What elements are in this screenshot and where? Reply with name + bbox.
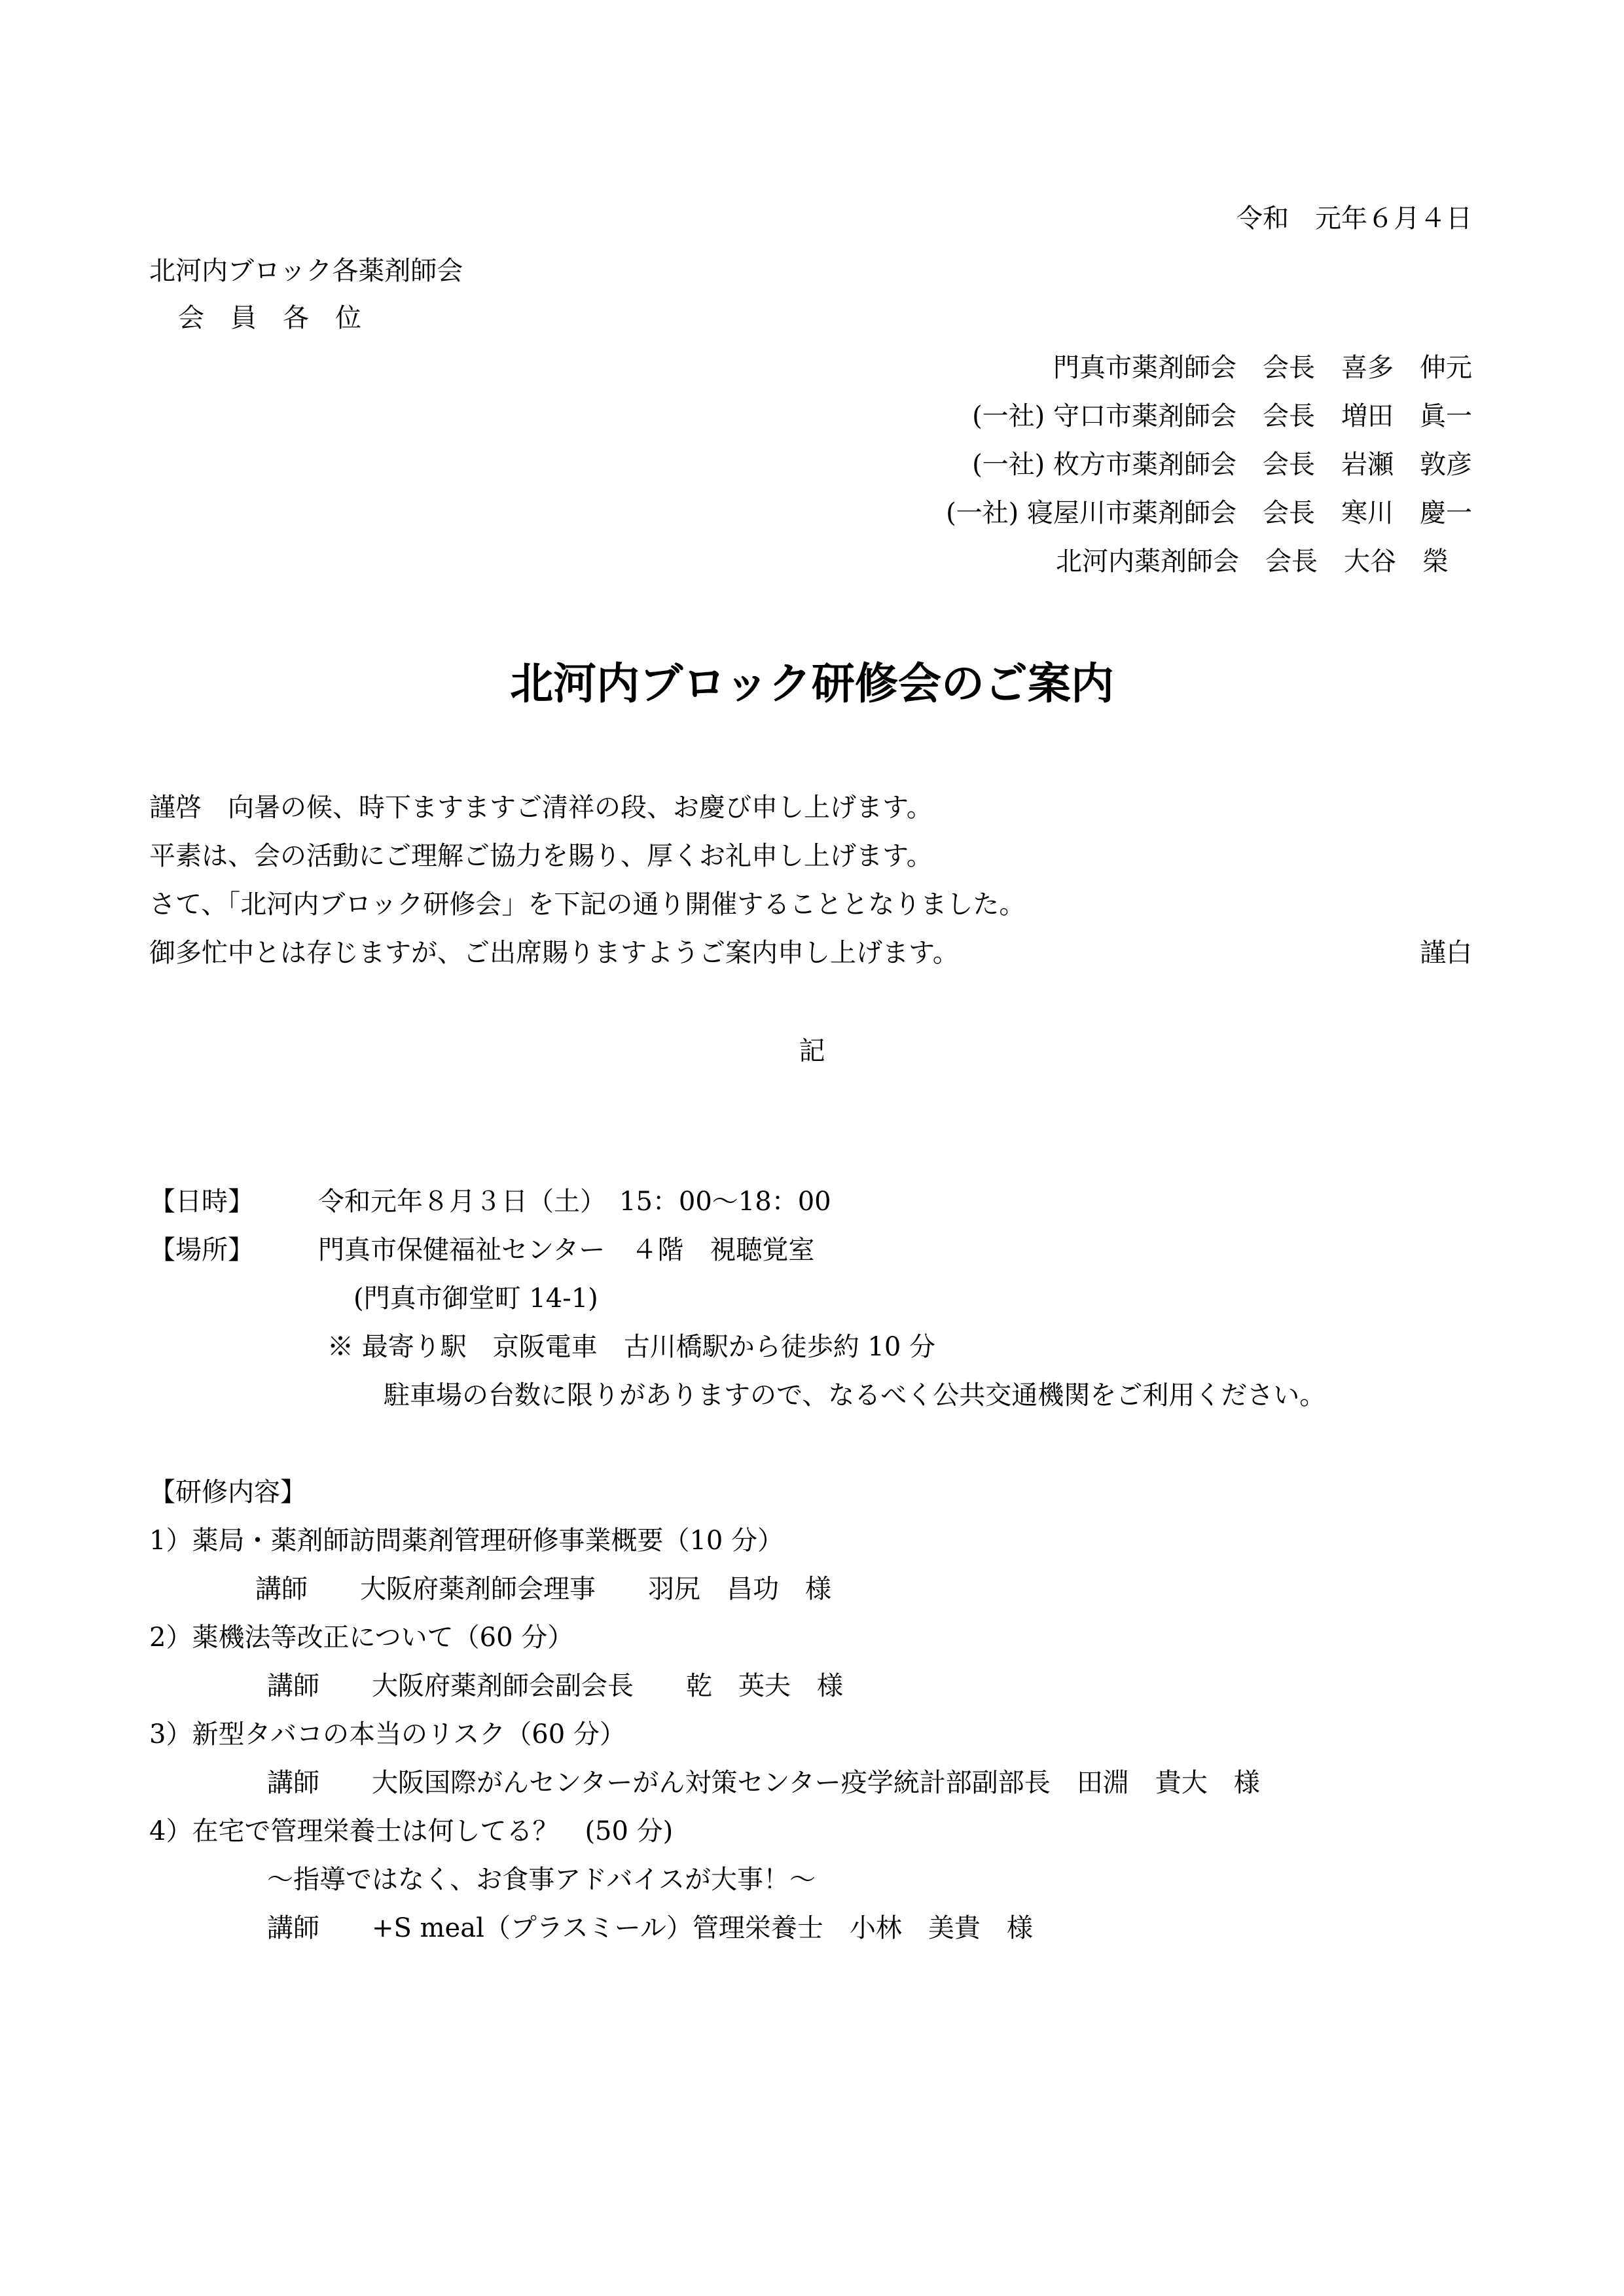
document-date: 令和 元年６月４日 (1236, 204, 1472, 234)
program-heading: 【研修内容】 (149, 1477, 306, 1507)
sender-line: (一社) 守口市薬剤師会 会長 増田 眞一 (972, 401, 1472, 431)
program-item-title: 1）薬局・薬剤師訪問薬剤管理研修事業概要（10 分） (149, 1526, 784, 1556)
program-item-subtitle: ～指導ではなく、お食事アドバイスが大事！～ (267, 1865, 816, 1895)
greeting-closing: 謹白 (1420, 938, 1472, 968)
greeting-line: さて、「北河内ブロック研修会」を下記の通り開催することとなりました。 (149, 889, 1026, 920)
program-item-lecturer: 講師 大阪府薬剤師会副会長 乾 英夫 様 (267, 1671, 843, 1701)
program-item-lecturer: 講師 大阪国際がんセンターがん対策センター疫学統計部副部長 田淵 貴大 様 (267, 1768, 1260, 1798)
place-address: (門真市御堂町 14-1) (353, 1283, 598, 1314)
access-note: ※ 最寄り駅 京阪電車 古川橋駅から徒歩約 10 分 (327, 1332, 936, 1362)
program-item-lecturer: 講師 +S meal（プラスミール）管理栄養士 小林 美貴 様 (267, 1913, 1033, 1943)
greeting-line: 謹啓 向暑の候、時下ますますご清祥の段、お慶び申し上げます。 (149, 793, 933, 823)
sender-line: (一社) 枚方市薬剤師会 会長 岩瀬 敦彦 (972, 450, 1472, 480)
sender-line: (一社) 寝屋川市薬剤師会 会長 寒川 慶一 (946, 498, 1472, 528)
addressee-members: 会 員 各 位 (178, 303, 361, 333)
addressee-organization: 北河内ブロック各薬剤師会 (149, 256, 463, 286)
program-item-title: 4）在宅で管理栄養士は何してる？ (50 分) (149, 1816, 674, 1846)
sender-line: 北河内薬剤師会 会長 大谷 榮 (1056, 547, 1449, 577)
datetime-label: 【日時】 (149, 1187, 254, 1217)
sender-line: 門真市薬剤師会 会長 喜多 伸元 (1053, 353, 1472, 383)
program-item-title: 2）薬機法等改正について（60 分） (149, 1623, 574, 1653)
greeting-line: 平素は、会の活動にご理解ご協力を賜り、厚くお礼申し上げます。 (149, 841, 933, 871)
program-item-title: 3）新型タバコの本当のリスク（60 分） (149, 1719, 626, 1749)
place-value: 門真市保健福祉センター ４階 視聴覚室 (318, 1235, 815, 1265)
program-item-lecturer: 講師 大阪府薬剤師会理事 羽尻 昌功 様 (255, 1574, 831, 1604)
greeting-line: 御多忙中とは存じますが、ご出席賜りますようご案内申し上げます。 (149, 938, 959, 968)
document-title: 北河内ブロック研修会のご案内 (510, 658, 1114, 709)
ki-marker: 記 (799, 1036, 825, 1066)
parking-note: 駐車場の台数に限りがありますので、なるべく公共交通機関をご利用ください。 (384, 1380, 1326, 1410)
place-label: 【場所】 (149, 1235, 254, 1265)
datetime-value: 令和元年８月３日（土） 15：00～18：00 (318, 1187, 831, 1217)
